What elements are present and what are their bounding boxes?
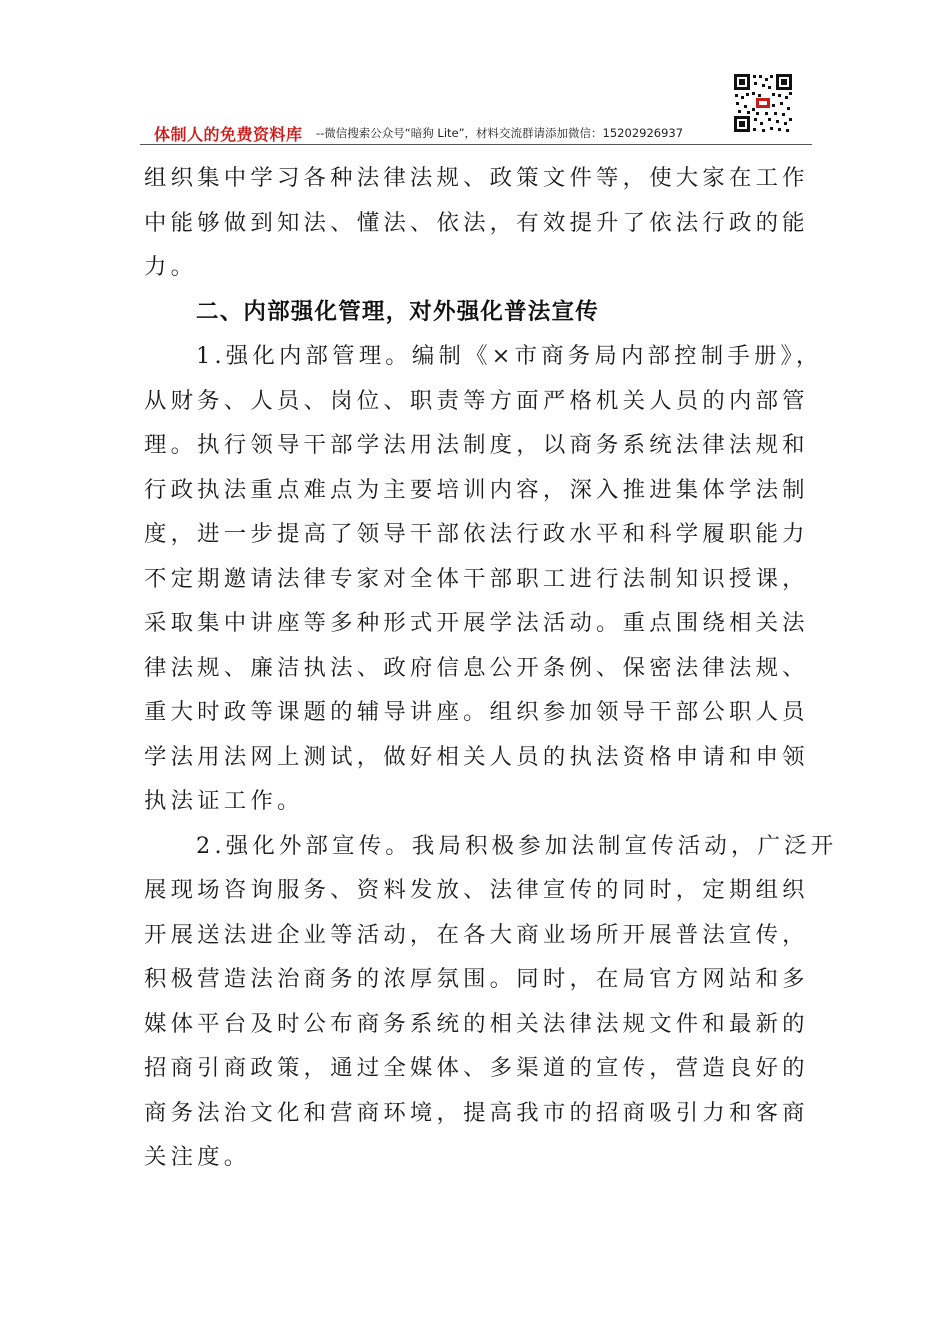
text-line: 商务法治文化和营商环境，提高我市的招商吸引力和客商	[144, 1099, 809, 1126]
text-line: 行政执法重点难点为主要培训内容，深入推进集体学法制	[144, 476, 809, 503]
text-line: 执法证工作。	[144, 788, 304, 814]
text-line: 学法用法网上测试，做好相关人员的执法资格申请和申领	[144, 743, 809, 770]
page-header	[140, 120, 812, 144]
brand-title: 体制人的免费资料库	[154, 125, 303, 144]
text-line: 中能够做到知法、懂法、依法，有效提升了依法行政的能	[144, 209, 809, 236]
text-line: 媒体平台及时公布商务系统的相关法律法规文件和最新的	[144, 1010, 809, 1037]
text-line: 关注度。	[144, 1144, 251, 1170]
text-line: 律法规、廉洁执法、政府信息公开条例、保密法律法规、	[144, 654, 809, 681]
text-line: 力。	[144, 254, 198, 280]
header-divider	[140, 144, 812, 145]
header-tagline: --微信搜索公众号“暗狗 Lite”，材料交流群请添加微信：15202926937	[316, 126, 684, 140]
text-line: 理。执行领导干部学法用法制度，以商务系统法律法规和	[144, 432, 809, 458]
text-line: 不定期邀请法律专家对全体干部职工进行法制知识授课，	[144, 565, 809, 592]
text-line: 重大时政等课题的辅导讲座。组织参加领导干部公职人员	[144, 699, 809, 725]
text-line: 积极营造法治商务的浓厚氛围。同时，在局官方网站和多	[144, 966, 809, 992]
section-heading: 二、内部强化管理，对外强化普法宣传	[196, 298, 599, 325]
text-line: 展现场咨询服务、资料发放、法律宣传的同时，定期组织	[144, 877, 809, 903]
text-line: 组织集中学习各种法律法规、政策文件等，使大家在工作	[144, 165, 809, 191]
document-body	[144, 156, 838, 1180]
text-line: 度，进一步提高了领导干部依法行政水平和科学履职能力	[144, 521, 809, 547]
text-line: 采取集中讲座等多种形式开展学法活动。重点围绕相关法	[144, 610, 809, 636]
text-line: 招商引商政策，通过全媒体、多渠道的宣传，营造良好的	[144, 1055, 809, 1081]
text-line: 开展送法进企业等活动，在各大商业场所开展普法宣传，	[144, 921, 809, 948]
paragraph-start: 2.强化外部宣传。我局积极参加法制宣传活动，广泛开	[196, 832, 838, 859]
paragraph-start: 1.强化内部管理。编制《×市商务局内部控制手册》，	[196, 343, 823, 369]
text-line: 从财务、人员、岗位、职责等方面严格机关人员的内部管	[144, 387, 809, 414]
